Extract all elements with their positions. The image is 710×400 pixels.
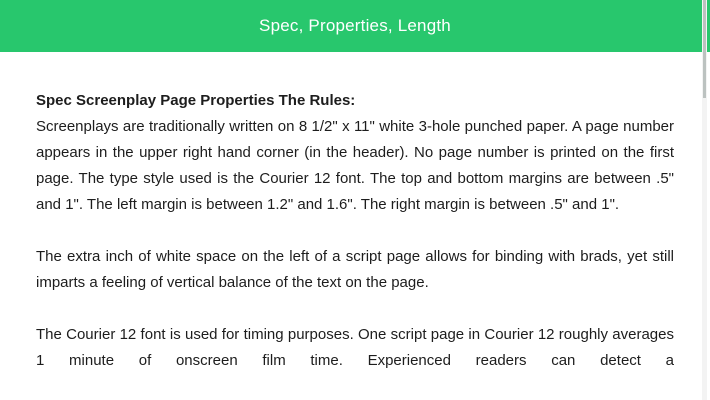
page-title: Spec, Properties, Length [259, 16, 451, 35]
section-heading: Spec Screenplay Page Properties The Rules: [36, 92, 356, 109]
paragraph-courier-timing: The Courier 12 font is used for timing purposes. One script page in Courier 12 roughly averages 1 minute of onscreen film time. Experienced readers can detect a [36, 326, 674, 369]
paragraph-binding-margin: The extra inch of white space on the left of a script page allows for binding with brads, yet still imparts a feeling of vertical balance of the text on the page. [36, 248, 674, 291]
paragraph-page-properties: Screenplays are traditionally written on 8 1/2" x 11" white 3-hole punched paper. A page number appears in the upper right hand corner (in the header). No page number is printed on the first page. The type style used is the Courier 12 font. The top and bottom margins are between .5" and 1". The left margin is between 1.2" and 1.6". The right margin is between .5" and 1". [36, 118, 674, 213]
article-content [0, 52, 710, 374]
scrollbar-track[interactable] [702, 0, 707, 400]
scrollbar-thumb[interactable] [703, 0, 706, 98]
header-bar [0, 0, 710, 52]
